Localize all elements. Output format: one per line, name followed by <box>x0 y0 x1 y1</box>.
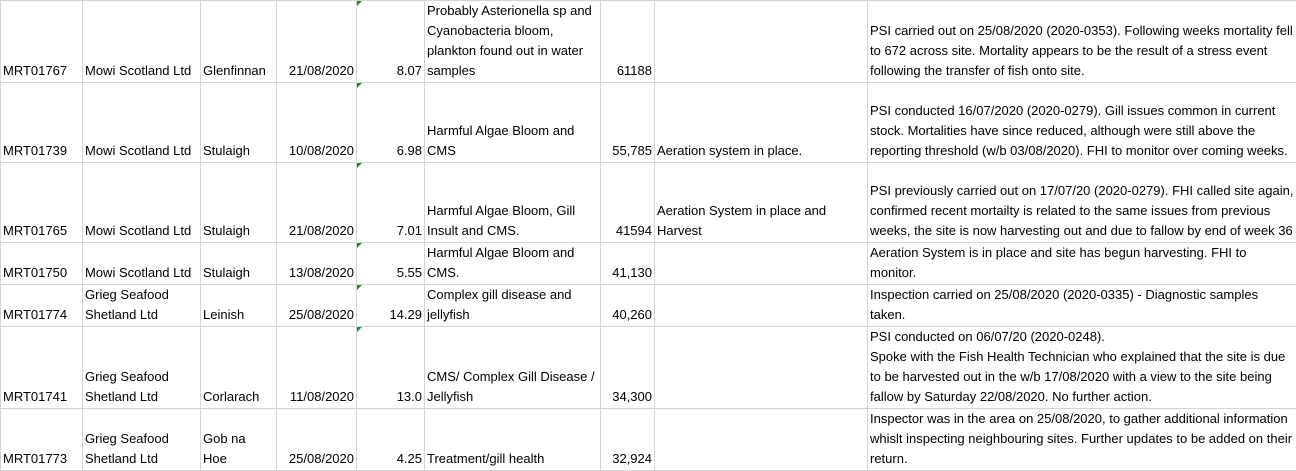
cell-date[interactable]: 25/08/2020 <box>277 409 357 471</box>
cell-count[interactable]: 61188 <box>601 1 655 83</box>
cell-id[interactable]: MRT01774 <box>1 285 83 327</box>
cell-mitigation[interactable] <box>655 285 868 327</box>
cell-value[interactable] <box>357 163 425 243</box>
table-row[interactable] <box>1 285 1296 327</box>
cell-site[interactable]: Stulaigh <box>201 83 277 163</box>
cell-site[interactable]: Glenfinnan <box>201 1 277 83</box>
cell-company[interactable]: Grieg Seafood Shetland Ltd <box>83 409 201 471</box>
cell-notes[interactable]: Inspector was in the area on 25/08/2020, to gather additional information whislt inspecting neighbouring sites. Further updates to be added on their return. <box>868 409 1296 471</box>
comment-marker-icon <box>357 243 362 248</box>
cell-company[interactable]: Mowi Scotland Ltd <box>83 83 201 163</box>
cell-mitigation[interactable] <box>655 327 868 409</box>
cell-value[interactable] <box>357 83 425 163</box>
cell-notes[interactable]: Aeration System is in place and site has begun harvesting. FHI to monitor. <box>868 243 1296 285</box>
cell-count[interactable]: 32,924 <box>601 409 655 471</box>
comment-marker-icon <box>357 83 362 88</box>
cell-id[interactable]: MRT01773 <box>1 409 83 471</box>
cell-notes[interactable]: PSI conducted 16/07/2020 (2020-0279). Gill issues common in current stock. Mortalities have since reduced, although were still above the reporting threshold (w/b 03/08/2020). FHI to monitor over coming weeks. <box>868 83 1296 163</box>
cell-company[interactable]: Grieg Seafood Shetland Ltd <box>83 285 201 327</box>
cell-cause[interactable]: Probably Asterionella sp and Cyanobacteria bloom, plankton found out in water samples <box>425 1 601 83</box>
cell-site[interactable]: Stulaigh <box>201 243 277 285</box>
cell-site[interactable]: Corlarach <box>201 327 277 409</box>
cell-date[interactable]: 11/08/2020 <box>277 327 357 409</box>
cell-value[interactable] <box>357 409 425 471</box>
cell-site[interactable]: Stulaigh <box>201 163 277 243</box>
notes-line: PSI conducted on 06/07/20 (2020-0248). <box>870 327 1294 347</box>
cell-notes[interactable]: PSI carried out on 25/08/2020 (2020-0353). Following weeks mortality fell to 672 across site. Mortality appears to be the result of a stress event following the transfer of fish onto site. <box>868 1 1296 83</box>
cell-cause[interactable]: Complex gill disease and jellyfish <box>425 285 601 327</box>
cell-date[interactable]: 13/08/2020 <box>277 243 357 285</box>
notes-line: Spoke with the Fish Health Technician who explained that the site is due to be harvested out in the w/b 17/08/2020 with a view to the site being fallow by Saturday 22/08/2020. No further action. <box>870 347 1294 407</box>
cell-cause[interactable]: CMS/ Complex Gill Disease / Jellyfish <box>425 327 601 409</box>
cell-date[interactable]: 21/08/2020 <box>277 1 357 83</box>
cell-value[interactable] <box>357 327 425 409</box>
cell-company[interactable]: Mowi Scotland Ltd <box>83 163 201 243</box>
cell-id[interactable]: MRT01767 <box>1 1 83 83</box>
table-row[interactable] <box>1 1 1296 83</box>
cell-site[interactable]: Leinish <box>201 285 277 327</box>
cell-mitigation[interactable]: Aeration system in place. <box>655 83 868 163</box>
comment-marker-icon <box>357 163 362 168</box>
cell-value-text: 14.29 <box>389 307 422 322</box>
cell-mitigation[interactable] <box>655 243 868 285</box>
comment-marker-icon <box>357 285 362 290</box>
cell-id[interactable]: MRT01750 <box>1 243 83 285</box>
cell-cause[interactable]: Harmful Algae Bloom and CMS <box>425 83 601 163</box>
comment-marker-icon <box>357 1 362 6</box>
table-row[interactable] <box>1 327 1296 409</box>
cell-value-text: 6.98 <box>397 143 422 158</box>
cell-notes[interactable]: Inspection carried on 25/08/2020 (2020-0335) - Diagnostic samples taken. <box>868 285 1296 327</box>
cell-value-text: 4.25 <box>397 451 422 466</box>
cell-notes[interactable]: PSI previously carried out on 17/07/20 (2020-0279). FHI called site again, confirmed recent mortailty is related to the same issues from previous weeks, the site is now harvesting out and due to fallow by end of week 36 <box>868 163 1296 243</box>
cell-date[interactable]: 25/08/2020 <box>277 285 357 327</box>
cell-company[interactable]: Mowi Scotland Ltd <box>83 243 201 285</box>
cell-count[interactable]: 34,300 <box>601 327 655 409</box>
cell-cause[interactable]: Treatment/gill health <box>425 409 601 471</box>
cell-value-text: 5.55 <box>397 265 422 280</box>
cell-notes[interactable] <box>868 327 1296 409</box>
cell-count[interactable]: 55,785 <box>601 83 655 163</box>
cell-value-text: 7.01 <box>397 223 422 238</box>
cell-id[interactable]: MRT01739 <box>1 83 83 163</box>
cell-company[interactable]: Grieg Seafood Shetland Ltd <box>83 327 201 409</box>
cell-value[interactable] <box>357 1 425 83</box>
cell-cause[interactable]: Harmful Algae Bloom and CMS. <box>425 243 601 285</box>
cell-value[interactable] <box>357 285 425 327</box>
cell-cause[interactable]: Harmful Algae Bloom, Gill Insult and CMS. <box>425 163 601 243</box>
table-row[interactable] <box>1 163 1296 243</box>
table-row[interactable] <box>1 83 1296 163</box>
cell-date[interactable]: 21/08/2020 <box>277 163 357 243</box>
cell-mitigation[interactable]: Aeration System in place and Harvest <box>655 163 868 243</box>
comment-marker-icon <box>357 327 362 332</box>
cell-id[interactable]: MRT01765 <box>1 163 83 243</box>
table-row[interactable] <box>1 409 1296 471</box>
cell-value-text: 13.0 <box>397 389 422 404</box>
cell-company[interactable]: Mowi Scotland Ltd <box>83 1 201 83</box>
cell-date[interactable]: 10/08/2020 <box>277 83 357 163</box>
cell-count[interactable]: 40,260 <box>601 285 655 327</box>
cell-site[interactable]: Gob na Hoe <box>201 409 277 471</box>
table-row[interactable] <box>1 243 1296 285</box>
cell-mitigation[interactable] <box>655 409 868 471</box>
cell-value-text: 8.07 <box>397 63 422 78</box>
cell-count[interactable]: 41594 <box>601 163 655 243</box>
cell-mitigation[interactable] <box>655 1 868 83</box>
cell-count[interactable]: 41,130 <box>601 243 655 285</box>
cell-id[interactable]: MRT01741 <box>1 327 83 409</box>
cell-value[interactable] <box>357 243 425 285</box>
